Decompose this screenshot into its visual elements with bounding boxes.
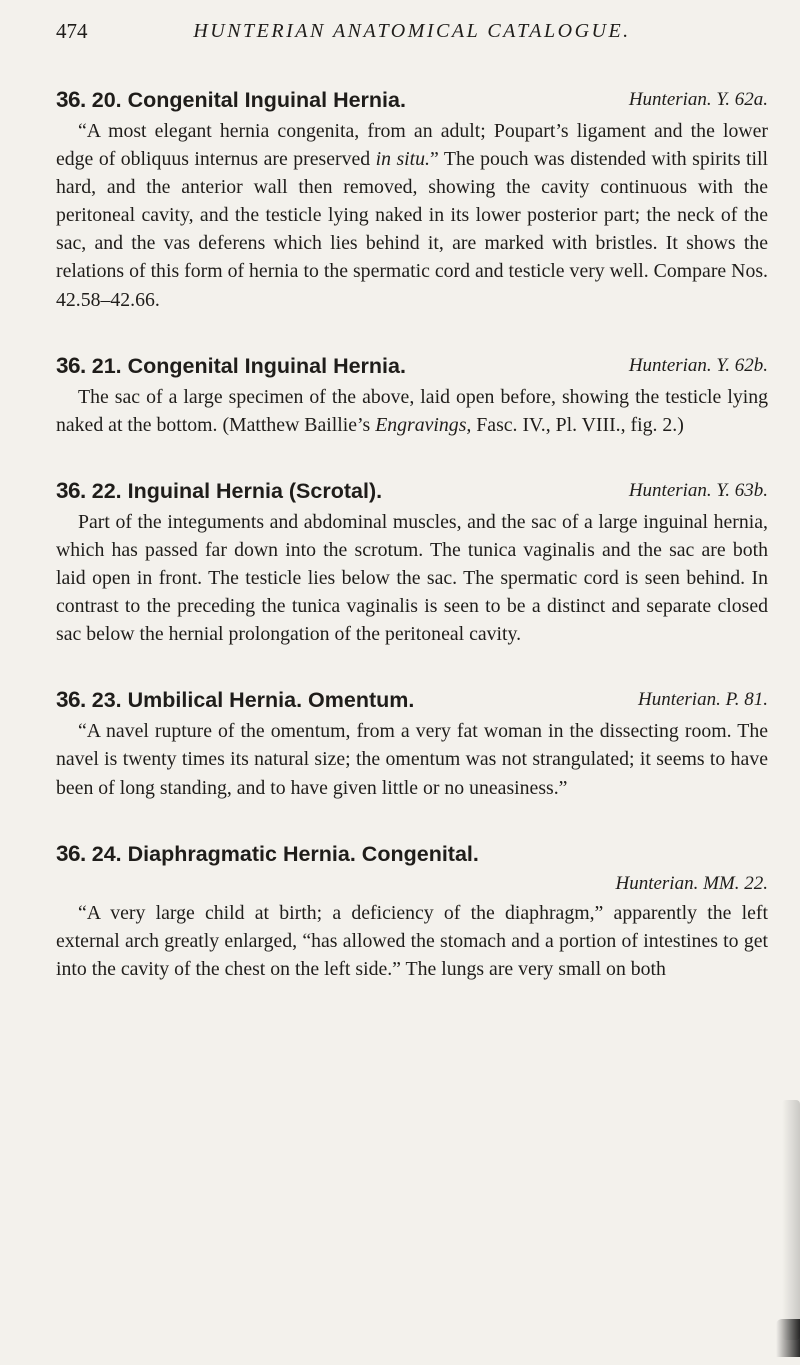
entry-description: [56, 717, 768, 801]
catalogue-entries: [56, 84, 768, 1019]
description-text: Part of the integuments and abdominal muscles, and the sac of a large inguinal hernia, which has passed far down into the scrotum. The tunica vaginalis and the sac are both laid open in front. The testicle lies below the sac. The spermatic cord is seen behind. In contrast to the preceding the tunica vaginalis is seen to be a distinct and separate closed sac below the hernial prolongation of the peritoneal cavity.: [56, 510, 768, 646]
entry-heading: [56, 684, 768, 716]
page-corner-mark: [776, 1319, 800, 1357]
catalogue-reference: Hunterian. Y. 63b.: [628, 479, 768, 501]
entry-title: 20. Congenital Inguinal Hernia.: [91, 88, 406, 112]
description-text: “A most elegant hernia congenita, from an adult; Poupart’s ligament and the lower edge of obliquus internus are preserved: [56, 120, 768, 171]
entry-description: [56, 117, 768, 314]
entry-title: 21. Congenital Inguinal Hernia.: [91, 353, 406, 378]
running-title: HUNTERIAN ANATOMICAL CATALOGUE.: [193, 20, 631, 42]
catalogue-entry: [56, 475, 768, 648]
entry-number: 36.: [56, 87, 86, 112]
description-text: The sac of a large specimen of the above, laid open before, showing the testicle lying naked at the bottom. (Matthew Baillie’s: [56, 385, 768, 436]
page-edge-shadow: [782, 1100, 800, 1340]
description-text: Fasc. IV., Pl. VIII., fig. 2.): [471, 413, 684, 436]
catalogue-reference: Hunterian. Y. 62b.: [628, 354, 768, 376]
description-text: “A very large child at birth; a deficiency of the diaphragm,” apparently the left external arch greatly enlarged, “has allowed the stomach and a portion of intestines to get into the cavity of the chest on the left side.” The lungs are very small on both: [56, 901, 768, 980]
catalogue-entry: [56, 684, 768, 801]
catalogue-reference: Hunterian. P. 81.: [637, 689, 768, 711]
entry-heading: [56, 84, 768, 116]
catalogue-entry: [56, 838, 768, 983]
description-text: “A navel rupture of the omentum, from a very fat woman in the dissecting room. The navel is twenty times its natural size; the omentum was not strangulated; it seems to have been of long standing, and to have given little or no uneasiness.”: [56, 720, 768, 799]
entry-heading: [56, 838, 768, 870]
entry-description: [56, 383, 768, 439]
entry-title: 23. Umbilical Hernia. Omentum.: [91, 688, 415, 713]
entry-title: 24. Diaphragmatic Hernia. Congenital.: [91, 841, 479, 866]
catalogue-entry: [56, 84, 768, 314]
entry-description: [56, 508, 768, 648]
catalogue-entry: [56, 350, 768, 439]
entry-title: 22. Inguinal Hernia (Scrotal).: [91, 478, 383, 503]
entry-number: 36.: [56, 352, 86, 378]
entry-heading: [56, 475, 768, 507]
description-italic: in situ.: [375, 148, 431, 171]
catalogue-reference: Hunterian. Y. 62a.: [628, 89, 768, 110]
entry-number: 36.: [56, 840, 86, 866]
entry-number: 36.: [56, 687, 86, 713]
description-italic: Engravings,: [375, 413, 472, 436]
entry-heading: [56, 350, 768, 382]
entry-number: 36.: [56, 477, 86, 503]
description-text: ” The pouch was distended with spirits till hard, and the anterior wall then removed, showing the cavity continuous with the peritoneal cavity, and the testicle lying naked in its lower posterior part; the neck of the sac, and the vas deferens which lies behind it, are marked with bristles. It shows the relations of this form of hernia to the spermatic cord and testicle very well. Compare Nos. 42.58–42.66.: [56, 148, 768, 311]
running-head: [56, 16, 768, 48]
page-number: 474: [56, 19, 88, 43]
catalogue-reference: Hunterian. MM. 22.: [615, 872, 768, 894]
entry-description: [56, 899, 768, 983]
